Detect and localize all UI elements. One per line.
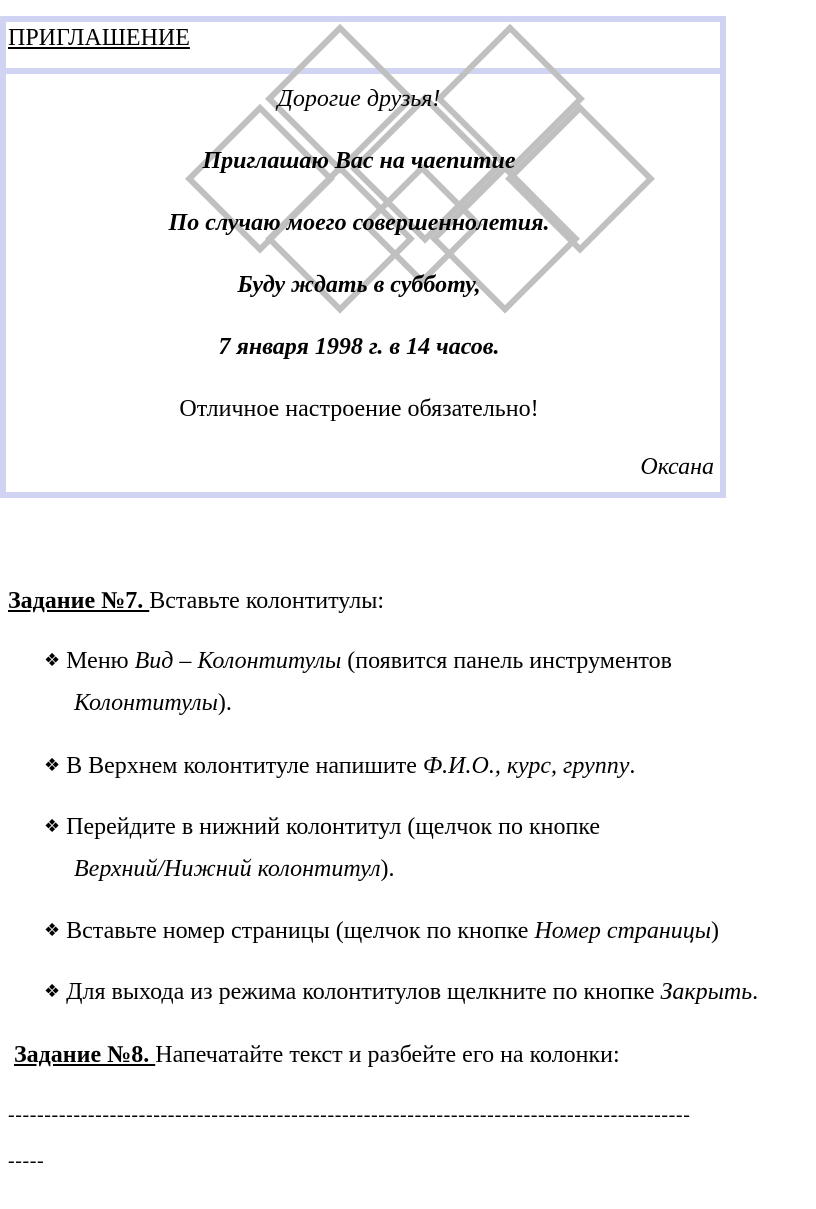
dashed-separator-line-tail: ----- — [8, 1150, 45, 1172]
bullet-italic-text: Номер страницы — [534, 918, 711, 944]
bullet-italic-text: Закрыть — [660, 979, 753, 1005]
bullet-text: . — [752, 979, 759, 1005]
invitation-title: ПРИГЛАШЕНИЕ — [8, 25, 190, 51]
task7-bullet-3-continuation — [74, 856, 395, 883]
bullet-text: ). — [217, 690, 232, 716]
task7-bullet-1 — [44, 648, 672, 675]
task7-text: Вставьте колонтитулы: — [149, 588, 384, 614]
bullet-italic-text: Ф.И.О., курс, группу — [422, 753, 630, 779]
dashed-separator-line: ---------------------------------------------------------------------------------------------- — [8, 1104, 691, 1126]
bullet-text: В Верхнем колонтитуле напишите — [66, 753, 423, 779]
bullet-marker-icon: ❖ — [44, 650, 61, 671]
task8-heading — [14, 1042, 620, 1069]
bullet-text: Меню — [66, 648, 135, 674]
task7-bullet-2 — [44, 753, 635, 780]
bullet-text: ). — [380, 856, 395, 882]
task8-label: Задание №8. — [14, 1042, 156, 1068]
invitation-signature: Оксана — [640, 454, 714, 480]
invitation-line-4: 7 января 1998 г. в 14 часов. — [218, 334, 500, 360]
bullet-italic-text: Верхний/Нижний колонтитул — [74, 856, 381, 882]
task7-bullet-1-continuation — [74, 690, 232, 717]
bullet-marker-icon: ❖ — [44, 816, 61, 837]
task7-bullet-4 — [44, 918, 719, 945]
invitation-line-5: Отличное настроение обязательно! — [179, 396, 539, 422]
invitation-line-1: Приглашаю Вас на чаепитие — [202, 148, 516, 174]
bullet-text: (появится панель инструментов — [341, 648, 672, 674]
bullet-italic-text: Колонтитулы — [74, 690, 218, 716]
task7-heading — [8, 588, 384, 615]
invitation-greeting: Дорогие друзья! — [277, 86, 441, 112]
task7-bullet-5 — [44, 979, 758, 1006]
invitation-line-3: Буду ждать в субботу, — [237, 272, 481, 298]
bullet-marker-icon: ❖ — [44, 920, 61, 941]
task7-bullet-3 — [44, 814, 600, 841]
task7-label: Задание №7. — [8, 588, 150, 614]
bullet-marker-icon: ❖ — [44, 981, 61, 1002]
bullet-text: Для выхода из режима колонтитулов щелкните по кнопке — [66, 979, 661, 1005]
task8-text: Напечатайте текст и разбейте его на колонки: — [155, 1042, 620, 1068]
invitation-line-2: По случаю моего совершеннолетия. — [168, 210, 550, 236]
bullet-text: Вставьте номер страницы (щелчок по кнопке — [66, 918, 535, 944]
bullet-italic-text: Вид – Колонтитулы — [134, 648, 342, 674]
bullet-text: ) — [710, 918, 719, 944]
bullet-text: . — [629, 753, 636, 779]
bullet-text: Перейдите в нижний колонтитул (щелчок по кнопке — [66, 814, 601, 840]
bullet-marker-icon: ❖ — [44, 755, 61, 776]
